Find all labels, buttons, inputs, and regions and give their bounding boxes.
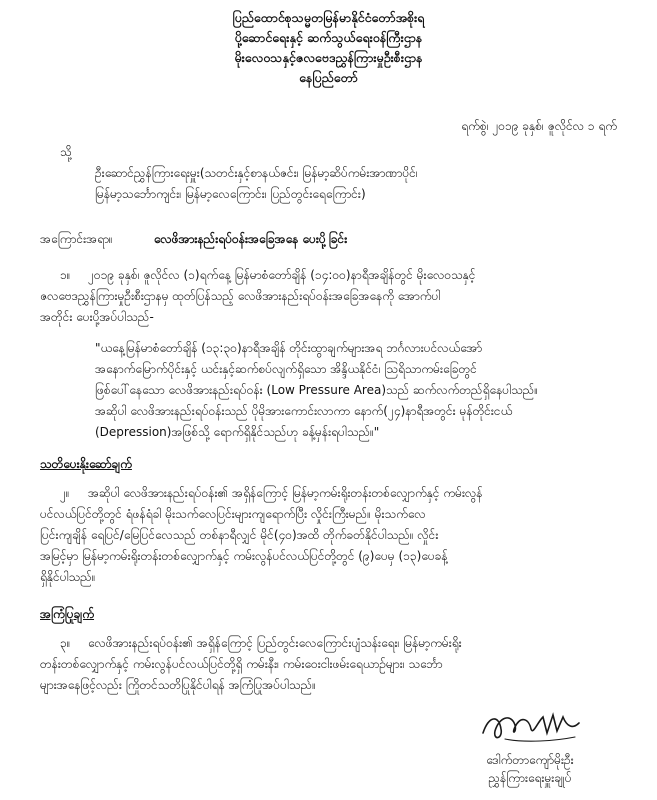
section-title-advice: အကြံပြုချက် bbox=[40, 607, 95, 621]
letter-date: ရက်စွဲ၊ ၂၀၁၉ ခုနှစ်၊ ဇူလိုင်လ ၁ ရက် bbox=[461, 119, 617, 133]
letterhead-city: နေပြည်တော် bbox=[299, 70, 358, 85]
paragraph-number: ၃။ bbox=[60, 636, 71, 650]
subject-value: လေဖိအားနည်းရပ်ဝန်းအခြေအနေ ပေးပို့ခြင်း bbox=[153, 232, 348, 246]
paragraph-line: ပြင်းကျချိန် ရေပြင်/မြေပြင်လေသည် တစ်နာရီလျှင် မိုင်(၄၀)အထိ တိုက်ခတ်နိုင်ပါသည်။ လှိုင်း bbox=[40, 528, 439, 542]
subject-label: အကြောင်းအရာ။ bbox=[40, 232, 113, 246]
quote-line: (Depression)အဖြစ်သို့ ရောက်ရှိနိုင်သည်ဟု ခန့်မှန်းရပါသည်။" bbox=[95, 425, 380, 439]
letterhead-government: ပြည်ထောင်စုသမ္မတမြန်မာနိုင်ငံတော်အစိုးရ bbox=[232, 10, 425, 25]
paragraph-number: ၂။ bbox=[60, 486, 70, 500]
paragraph-line: အတိုင်း ပေးပို့အပ်ပါသည်- bbox=[40, 310, 154, 324]
paragraph-1 bbox=[40, 265, 630, 328]
paragraph-line: များအနေဖြင့်လည်း ကြိုတင်သတိပြုနိုင်ပါရန် အကြံပြုအပ်ပါသည်။ bbox=[40, 678, 316, 692]
paragraph-number: ၁။ bbox=[60, 268, 71, 282]
paragraph-line: လေဖိအားနည်းရပ်ဝန်း၏ အရှိန်ကြောင့် ပြည်တွင်းလေကြောင်းပျံသန်းရေး၊ မြန်မာ့ကမ်းရိုး bbox=[88, 636, 462, 650]
paragraph-line: ရှိနိုင်ပါသည်။ bbox=[40, 570, 96, 584]
recipients-line: မြန်မာ့သင်္ဘောကျင်း၊ မြန်မာ့လေကြောင်း၊ ပြည်တွင်းရေကြောင်း) bbox=[95, 187, 366, 201]
paragraph-line: တန်းတစ်လျှောက်နှင့် ကမ်းလွန်ပင်လယ်ပြင်တို့ရှိ ကမ်းနီး၊ ကမ်းဝေးငါးဖမ်းရေယာဉ်များ၊ သင်္ဘော bbox=[40, 657, 443, 671]
paragraph-line: အဆိုပါ လေဖိအားနည်းရပ်ဝန်း၏ အရှိန်ကြောင့် မြန်မာ့ကမ်းရိုးတန်းတစ်လျှောက်နှင့် ကမ်းလွန် bbox=[88, 486, 483, 500]
paragraph-line: ၂၀၁၉ ခုနှစ်၊ ဇူလိုင်လ (၁)ရက်နေ့ မြန်မာစံတော်ချိန် (၁၄:၀၀)နာရီအချိန်တွင် မိုးလေဝသနှင့် bbox=[88, 268, 476, 282]
section-title-warning: သတိပေးနိုးဆော်ချက် bbox=[40, 457, 132, 471]
to-label: သို့ bbox=[60, 145, 72, 159]
paragraph-line: အမြင့်မှာ မြန်မာ့ကမ်းရိုးတန်းတစ်လျှောက်နှင့် ကမ်းလွန်ပင်လယ်ပြင်တို့တွင် (၉)ပေမှ (၁၃)ပေခန့် bbox=[40, 549, 448, 563]
signatory-title: ညွှန်ကြားရေးမှူးချုပ် bbox=[488, 771, 572, 785]
letterhead-department: မိုးလေဝသနှင့်ဇလဗေဒညွှန်ကြားမှုဦးစီးဌာန bbox=[234, 50, 423, 65]
signature-block bbox=[430, 705, 630, 787]
quote-line: "ယနေ့မြန်မာစံတော်ချိန် (၁၃:၃၀)နာရီအချိန် တိုင်းထွာချက်များအရ ဘင်္ဂလားပင်လယ်အော် bbox=[95, 341, 483, 355]
quote-line: ဖြစ်ပေါ်နေသော လေဖိအားနည်းရပ်ဝန်း (Low Pressure Area)သည် ဆက်လက်တည်ရှိနေပါသည်။ bbox=[95, 383, 539, 397]
recipients bbox=[95, 163, 615, 205]
letterhead bbox=[0, 8, 657, 88]
handwritten-signature bbox=[475, 705, 585, 747]
subject-row bbox=[40, 230, 630, 249]
forecast-quote bbox=[95, 338, 635, 443]
paragraph-line: ပင်လယ်ပြင်တို့တွင် ရံဖန်ရံခါ မိုးသက်လေပြင်းများကျရောက်ပြီး လှိုင်းကြီးမည်။ မိုးသက်လေ bbox=[40, 507, 426, 521]
paragraph-line: ဇလဗေဒညွှန်ကြားမှုဦးစီးဌာနမှ ထုတ်ပြန်သည့် လေဖိအားနည်းရပ်ဝန်းအခြေအနေကို အောက်ပါ bbox=[40, 289, 441, 303]
recipients-line: ဦးဆောင်ညွှန်ကြားရေးမှူး(သတင်းနှင့်စာနယ်ဇင်း၊ မြန်မာ့ဆိပ်ကမ်းအာဏာပိုင်၊ bbox=[95, 166, 418, 180]
quote-line: အနောက်မြောက်ပိုင်းနှင့် ယင်းနှင့်ဆက်စပ်လျက်ရှိသော အိန္ဒိယနိုင်ငံ၊ သြရိသာကမ်းခြေတွင် bbox=[95, 362, 477, 376]
paragraph-3 bbox=[40, 633, 630, 696]
letterhead-ministry: ပို့ဆောင်ရေးနှင့် ဆက်သွယ်ရေးဝန်ကြီးဌာန bbox=[234, 30, 423, 45]
paragraph-2 bbox=[40, 483, 630, 588]
signatory-name: ဒေါက်တာကျော်မိုးဦး bbox=[486, 753, 574, 767]
quote-line: အဆိုပါ လေဖိအားနည်းရပ်ဝန်းသည် ပိုမိုအားကောင်းလာကာ နောက်(၂၄)နာရီအတွင်း မုန်တိုင်းငယ် bbox=[95, 404, 513, 418]
